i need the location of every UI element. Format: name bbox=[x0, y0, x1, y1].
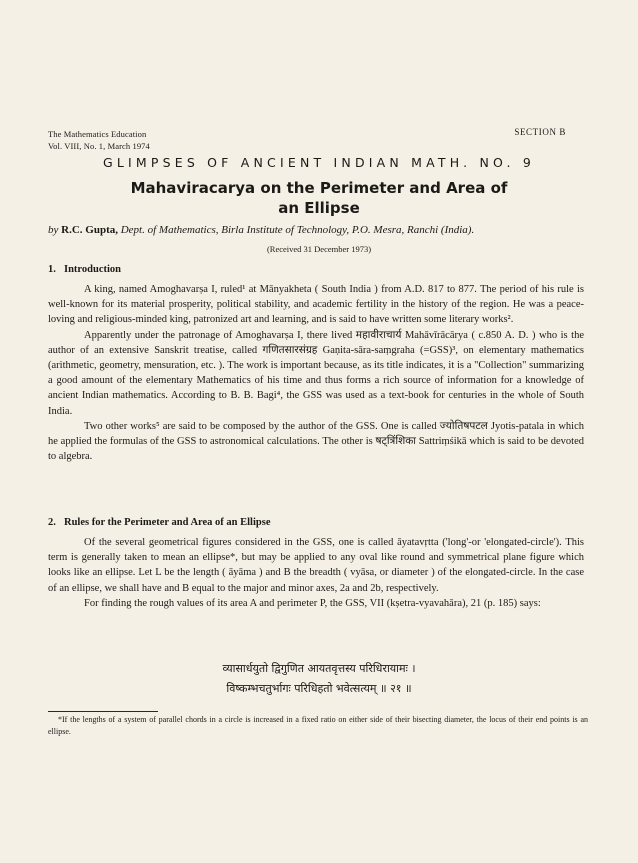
footnote-text: *If the lengths of a system of parallel chords in a circle is increased in a fixed ratio on either side of their bisecting diameter, the locus of their end points is an ellipse. bbox=[48, 715, 588, 736]
journal-header bbox=[48, 128, 150, 152]
journal-volume: Vol. VIII, No. 1, March 1974 bbox=[48, 141, 150, 151]
footnote-divider bbox=[48, 711, 158, 712]
section-1-paragraph-1: A king, named Amoghavarṣa I, ruled¹ at Mānyakheta ( South India ) from A.D. 817 to 877. The period of his rule is well-known for its material prosperity, political stability, and academic fertility in the history of the region. He was a peace-loving and religious-minded king, patronized art and learning, and is said to have written some literary works². bbox=[48, 284, 584, 326]
section-1-paragraph-3: Two other works⁵ are said to be composed by the author of the GSS. One is called ज्योतिषपटल Jyotis-patala in which he applied the formulas of the GSS to astronomical calculations. The other is षट्त्रिंशिका Sattriṃśikā which is said to be devoted to algebra. bbox=[48, 420, 584, 463]
paper-title bbox=[0, 178, 638, 218]
section-2-body bbox=[48, 535, 584, 611]
paper-title-line-2: an Ellipse bbox=[278, 199, 360, 217]
footnote bbox=[48, 714, 588, 738]
sanskrit-verse bbox=[0, 659, 638, 699]
section-2-heading bbox=[48, 517, 270, 528]
section-1-paragraph-2: Apparently under the patronage of Amoghavarṣa I, there lived महावीराचार्य Mahāvīrācārya ( c.850 A. D. ) who is the author of an extensive Sanskrit treatise, called गणितसारसंग्रह Gaṇita-sāra-saṃgraha (=GSS)³, on elementary mathematics (arithmetic, geometry, mensuration, etc. ). The work is important because, as its title indicates, it is a "Collection" summarizing a good amount of the elementary Mathematics of his time and thus forms a rich source of information for a knowledge of ancient Indian mathematics. According to B. B. Bagi⁴, the GSS was used as a text-book for centuries in the whole of South India. bbox=[48, 329, 584, 417]
section-1-number: 1. bbox=[48, 264, 56, 275]
byline-prefix: by bbox=[48, 224, 59, 236]
section-1-title: Introduction bbox=[64, 264, 121, 275]
section-label: SECTION B bbox=[514, 127, 566, 137]
section-2-paragraph-1: Of the several geometrical figures considered in the GSS, one is called āyatavṛtta ('long'-or 'elongated-circle'). This term is generally taken to mean an ellipse*, but may be applied to any oval like round and symmetrical plane figure which looks like an ellipse. Let L be the length ( āyāma ) and B the breadth ( vyāsa, or diameter ) of the elongated-circle. In the case of an ellipse, we shall have and B equal to the major and minor axes, 2a and 2b, respectively. bbox=[48, 537, 584, 594]
section-2-number: 2. bbox=[48, 517, 56, 528]
section-1-body bbox=[48, 282, 584, 464]
journal-name: The Mathematics Education bbox=[48, 129, 147, 139]
received-date: (Received 31 December 1973) bbox=[266, 244, 372, 254]
section-2-paragraph-2: For finding the rough values of its area A and perimeter P, the GSS, VII (kṣetra-vyavahāra), 21 (p. 185) says: bbox=[84, 597, 541, 609]
section-1-heading bbox=[48, 264, 121, 275]
author-affiliation: Dept. of Mathematics, Birla Institute of Technology, P.O. Mesra, Ranchi (India). bbox=[120, 224, 475, 236]
byline bbox=[48, 224, 474, 236]
verse-line-2: विष्कम्भचतुर्भागः परिधिहतो भवेत्सत्यम् ॥ २१ ॥ bbox=[226, 682, 412, 695]
author-name: R.C. Gupta, bbox=[61, 224, 118, 236]
paper-title-line-1: Mahaviracarya on the Perimeter and Area of bbox=[130, 179, 508, 197]
series-title: GLIMPSES OF ANCIENT INDIAN MATH. NO. 9 bbox=[102, 155, 536, 170]
verse-line-1: व्यासार्धयुतो द्विगुणित आयतवृत्तस्य परिधिरायामः । bbox=[222, 662, 416, 675]
section-2-title: Rules for the Perimeter and Area of an Ellipse bbox=[64, 517, 271, 528]
